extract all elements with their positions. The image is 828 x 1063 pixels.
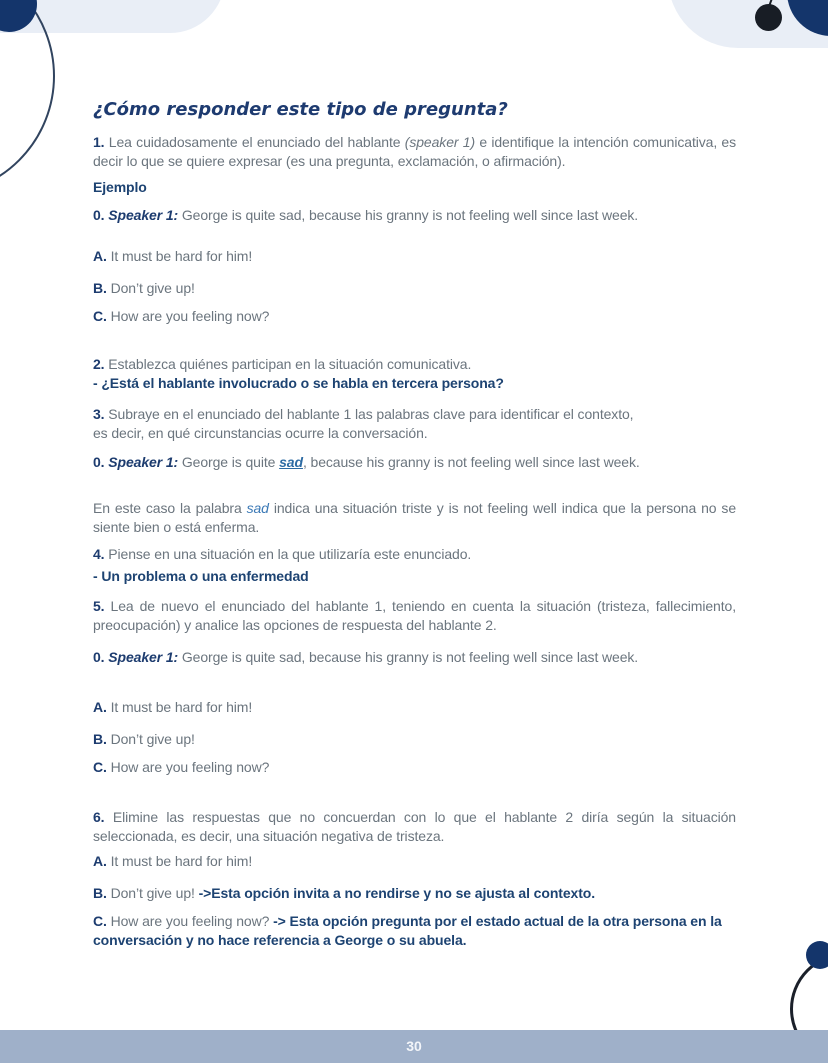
content-column <box>93 0 736 950</box>
option-b-final-letter: B. <box>93 885 111 901</box>
step-3-line-1: Subraye en el enunciado del hablante 1 las palabras clave para identificar el contexto, <box>108 406 634 422</box>
step-4-number: 4. <box>93 546 109 562</box>
note-post: indica una situación triste y is not feeling well indica que la persona no se siente bien o está enferma. <box>93 500 737 535</box>
option-a-2 <box>93 698 736 717</box>
step-2-number: 2. <box>93 356 109 372</box>
option-a-final <box>93 852 736 871</box>
option-b-1 <box>93 279 736 298</box>
explanation-note <box>93 499 736 537</box>
option-b-final <box>93 884 736 903</box>
option-c-1-letter: C. <box>93 308 111 324</box>
option-a-final-letter: A. <box>93 853 111 869</box>
option-c-1 <box>93 307 736 326</box>
keyword-sad-underlined: sad <box>279 454 303 470</box>
option-a-1 <box>93 247 736 266</box>
step-2-text: Establezca quiénes participan en la situación comunicativa. <box>108 356 472 372</box>
step-4-text: Piense en una situación en la que utilizaría este enunciado. <box>108 546 472 562</box>
page-title: ¿Cómo responder este tipo de pregunta? <box>93 99 508 120</box>
option-c-final-text: How are you feeling now? <box>110 913 274 929</box>
option-c-1-text: How are you feeling now? <box>110 308 270 324</box>
option-c-final-comment: -> Esta opción pregunta por el estado actual de la otra persona en la conversación y no hace referencia a George o su abuela. <box>93 913 722 948</box>
option-c-2 <box>93 758 736 777</box>
step-5-number: 5. <box>93 598 111 614</box>
step-1 <box>93 133 736 171</box>
example-label: Ejemplo <box>93 179 147 195</box>
example-statement-1 <box>93 206 736 225</box>
option-a-2-letter: A. <box>93 699 111 715</box>
option-c-2-letter: C. <box>93 759 111 775</box>
step-3-number: 3. <box>93 406 109 422</box>
option-b-2 <box>93 730 736 749</box>
step-2 <box>93 355 736 393</box>
step-3-line-2: es decir, en qué circunstancias ocurre la conversación. <box>93 425 428 441</box>
step-3 <box>93 405 736 443</box>
step-1-number: 1. <box>93 134 109 150</box>
option-a-1-letter: A. <box>93 248 111 264</box>
decorative-pin-dot-icon <box>755 4 782 31</box>
page-number: 30 <box>406 1038 422 1054</box>
example-2-number: 0. <box>93 454 109 470</box>
example-statement-3 <box>93 648 736 667</box>
option-b-final-comment: ->Esta opción invita a no rendirse y no se ajusta al contexto. <box>198 885 596 901</box>
step-4 <box>93 545 736 564</box>
step-5 <box>93 597 736 635</box>
footer-bar <box>0 1030 828 1063</box>
speaker-1-label: Speaker 1: <box>108 649 179 665</box>
step-6 <box>93 808 736 846</box>
step-6-text: Elimine las respuestas que no concuerdan con lo que el hablante 2 diría según la situación seleccionada, es decir, una situación negativa de tristeza. <box>93 809 736 844</box>
option-b-2-text: Don’t give up! <box>110 731 195 747</box>
option-a-final-text: It must be hard for him! <box>110 853 253 869</box>
option-a-2-text: It must be hard for him! <box>110 699 253 715</box>
step-6-number: 6. <box>93 809 113 825</box>
speaker-1-label: Speaker 1: <box>108 454 179 470</box>
decorative-circle-bottom-right-icon <box>806 941 828 969</box>
option-b-1-letter: B. <box>93 280 111 296</box>
option-c-final <box>93 912 736 950</box>
example-3-number: 0. <box>93 649 109 665</box>
example-1-number: 0. <box>93 207 109 223</box>
step-1-text: Lea cuidadosamente el enunciado del hablante <box>108 134 405 150</box>
keyword-sad-italic: sad <box>246 500 269 516</box>
option-c-final-letter: C. <box>93 913 111 929</box>
step-5-text: Lea de nuevo el enunciado del hablante 1, teniendo en cuenta la situación (tristeza, fallecimiento, preocupación) y analice las opciones de respuesta del hablante 2. <box>93 598 736 633</box>
step-4-answer: - Un problema o una enfermedad <box>93 568 309 584</box>
option-a-1-text: It must be hard for him! <box>110 248 253 264</box>
example-2-pre: George is quite <box>178 454 280 470</box>
option-c-2-text: How are you feeling now? <box>110 759 270 775</box>
option-b-1-text: Don’t give up! <box>110 280 195 296</box>
note-pre: En este caso la palabra <box>93 500 247 516</box>
example-3-text: George is quite sad, because his granny is not feeling well since last week. <box>178 649 639 665</box>
example-1-text: George is quite sad, because his granny is not feeling well since last week. <box>178 207 639 223</box>
option-b-2-letter: B. <box>93 731 111 747</box>
step-1-text-2: e identifique la intención comunicativa, es decir lo que se quiere expresar (es una pregunta, exclamación, o afirmación). <box>93 134 737 169</box>
option-b-final-text: Don’t give up! <box>110 885 199 901</box>
step-1-italic: (speaker 1) <box>404 134 476 150</box>
speaker-1-label: Speaker 1: <box>108 207 179 223</box>
example-2-post: , because his granny is not feeling well since last week. <box>302 454 640 470</box>
example-statement-2 <box>93 453 736 472</box>
step-2-question: - ¿Está el hablante involucrado o se habla en tercera persona? <box>93 375 504 391</box>
